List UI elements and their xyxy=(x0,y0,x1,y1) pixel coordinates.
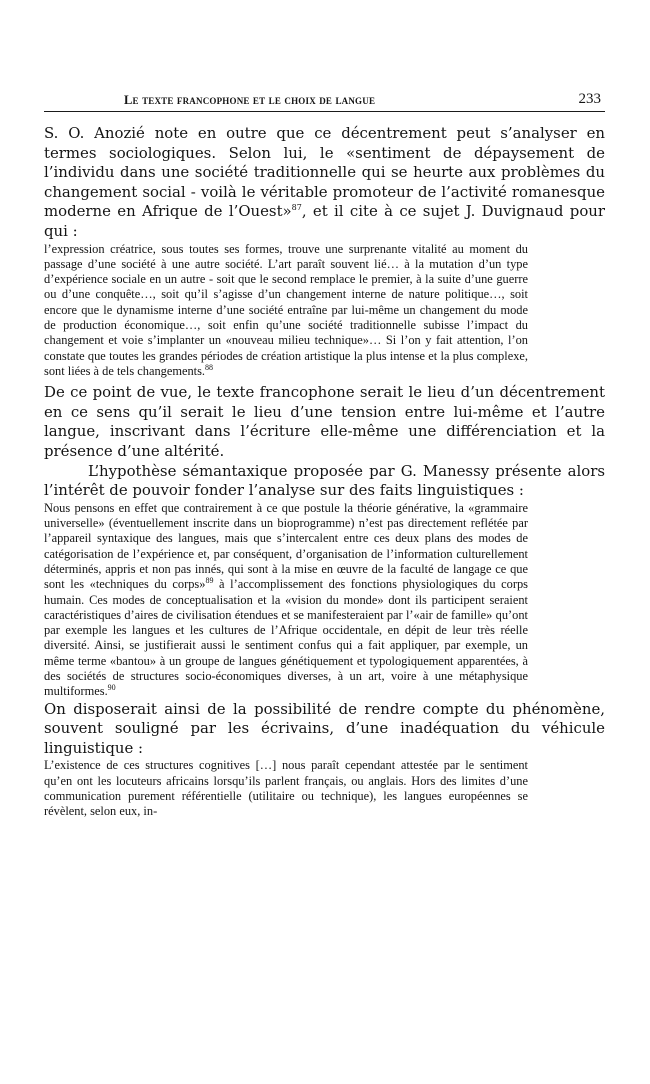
paragraph-decentrement: De ce point de vue, le texte francophone serait le lieu d’un décentrement en ce sens qu’il serait le lieu d’une tension entre lui-même et l’autre langue, inscrivant dans l’écriture elle-même une différenciation et la présence d’une altérité. xyxy=(44,383,605,461)
body-text xyxy=(44,124,605,820)
footnote-ref-89: 89 xyxy=(205,576,214,586)
footnote-ref-90: 90 xyxy=(107,683,116,693)
footnote-ref-87: 87 xyxy=(291,203,302,213)
running-title: Le texte francophone et le choix de langue xyxy=(124,93,376,107)
paragraph-anozie-end: , et il cite à ce sujet J. Duvignaud pour qui : xyxy=(44,202,605,240)
footnote-ref-88: 88 xyxy=(205,362,214,372)
block-quote-manessy xyxy=(44,501,528,700)
block-quote-manessy-text-b: à l’accomplissement des fonctions physiologiques du corps humain. Ces modes de conceptualisation et la «vision du monde» dont ils participent seraient caractéristiques d’aires de civilisation étendues et se manifesteraient par l’«air de famille» qu’ont par exemple les langues et les cultures de l’Afrique occidentale, en dépit de leur très réelle diversité. Ainsi, se justifierait aussi le sentiment confus qui a fait appliquer, par exemple, un même terme «bantou» à un groupe de langues génétiquement et typologiquement apparentées, à des sociétés de structures socio-économiques diverses, à un art, voire à une métaphysique multiformes. xyxy=(44,577,528,699)
paragraph-inadequation: On disposerait ainsi de la possibilité de rendre compte du phénomène, souvent souligné par les écrivains, d’une inadéquation du véhicule linguistique : xyxy=(44,699,605,757)
paragraph-manessy: L’hypothèse sémantaxique proposée par G. Manessy présente alors l’intérêt de pouvoir fonder l’analyse sur des faits linguistiques : xyxy=(44,461,605,500)
block-quote-duvignaud-text: l’expression créatrice, sous toutes ses formes, trouve une surprenante vitalité au moment du passage d’une société à une autre société. L’art paraît souvent lié… à la mutation d’un type d’expérience sociale en un autre - soit que le second remplace le premier, à la suite d’une guerre ou d’une conquête…, soit qu’il s’agisse d’un changement interne de nature politique…, soit encore que le dynamisme interne d’une société entraîne par lui-même un changement du mode de production économique…, soit enfin qu’une société traditionnelle subisse l’impact du changement et voie s’implanter un «nouveau milieu technique»… Si l’on y fait attention, l’on constate que toutes les grandes périodes de création artistique la plus intense et la plus complexe, sont liées à de tels changements. xyxy=(44,241,528,378)
paragraph-anozie xyxy=(44,124,605,242)
page-number: 233 xyxy=(578,91,601,107)
block-quote-duvignaud xyxy=(44,242,528,380)
block-quote-structures: L’existence de ces structures cognitives […] nous paraît cependant attestée par le sentiment qu’en ont les locuteurs africains lorsqu’ils parlent français, ou anglais. Hors des limites d’une communication purement référentielle (utilitaire ou technique), les langues européennes se révèlent, selon eux, in- xyxy=(44,758,528,819)
paragraph-anozie-text: S. O. Anozié note en outre que ce décentrement peut s’analyser en termes sociologiques. Selon lui, le «sentiment de dépaysement de l’individu dans une société traditionnelle qui se heurte aux problèmes du changement social - voilà le véritable promoteur de l’activité romanesque moderne en Afrique de l’Ouest» xyxy=(44,124,605,221)
block-quote-manessy-text-a: Nous pensons en effet que contrairement à ce que postule la théorie générative, la «grammaire universelle» (éventuellement inscrite dans un bioprogramme) n’est pas directement reflétée par l’appareil syntaxique des langues, mais que s’intercalent entre ces deux plans des modes de catégorisation de l’expérience et, par conséquent, d’organisation de l’information culturellement déterminés, appris et non pas innés, qui sont à la mise en œuvre de la faculté de langage ce que sont les «techniques du corps» xyxy=(44,500,528,592)
running-header xyxy=(44,91,605,112)
